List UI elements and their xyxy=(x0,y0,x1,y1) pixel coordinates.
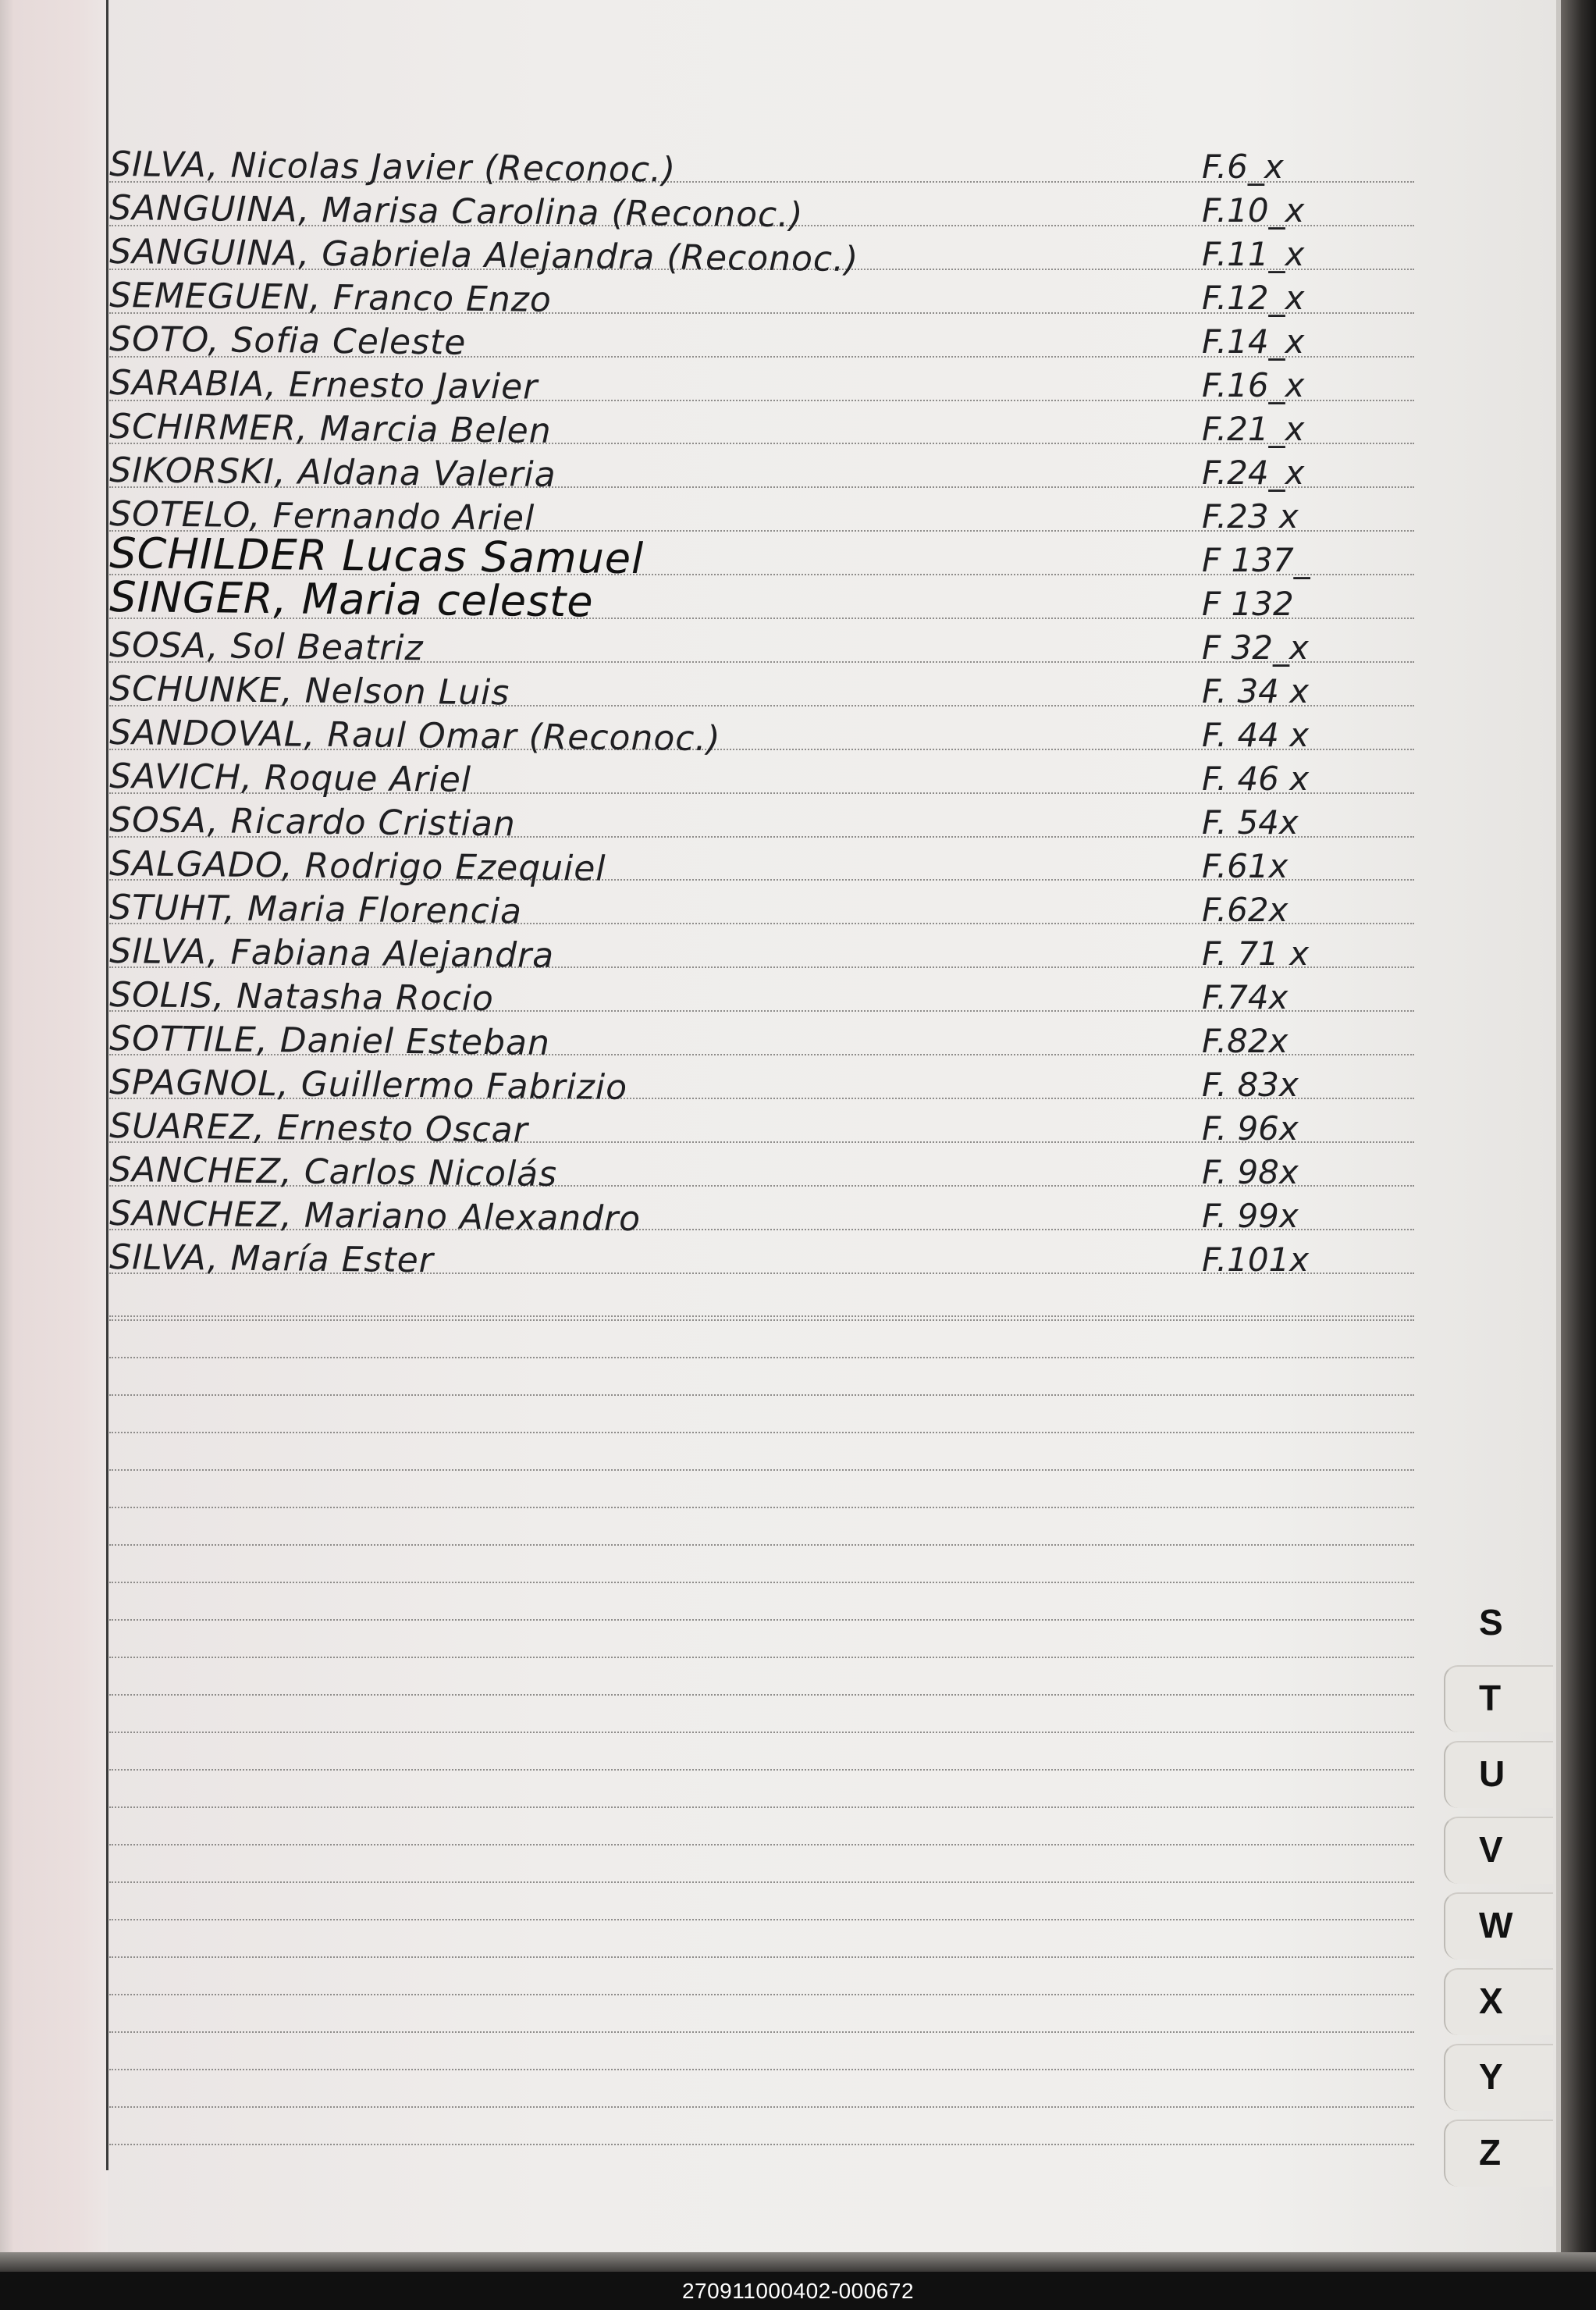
ruled-line xyxy=(109,1994,1414,1995)
entry-row xyxy=(109,1062,1414,1108)
index-tab-t[interactable] xyxy=(1444,1660,1557,1735)
ruled-line xyxy=(109,2106,1414,2108)
index-tab-label: W xyxy=(1479,1905,1513,1945)
entry-name: SANGUINA, Gabriela Alejandra (Reconoc.) xyxy=(109,232,859,280)
entry-row xyxy=(109,572,1414,627)
index-tab-label: U xyxy=(1479,1753,1505,1794)
entry-folio: F 132 xyxy=(1202,585,1294,623)
entry-folio: F. 44 x xyxy=(1202,716,1310,754)
entry-folio: F. 34 x xyxy=(1202,672,1310,710)
ruled-line xyxy=(109,1657,1414,1658)
entry-name: SILVA, Nicolas Javier (Reconoc.) xyxy=(109,144,677,190)
entry-row xyxy=(109,1237,1414,1280)
entry-row xyxy=(109,625,1414,668)
entry-folio: F.21_x xyxy=(1202,410,1305,448)
book-edge xyxy=(1561,0,1596,2272)
index-tab-y[interactable] xyxy=(1444,2039,1557,2114)
entry-name: SANGUINA, Marisa Carolina (Reconoc.) xyxy=(109,188,804,236)
entry-name: SARABIA, Ernesto Javier xyxy=(109,363,539,408)
entry-folio: F.82x xyxy=(1202,1022,1289,1060)
entry-folio: F.101x xyxy=(1202,1240,1310,1279)
index-tab-label: S xyxy=(1479,1602,1503,1643)
entry-name: STUHT, Maria Florencia xyxy=(109,888,523,932)
ruled-line xyxy=(109,1619,1414,1621)
entry-folio: F.74x xyxy=(1202,978,1289,1016)
entry-folio: F. 99x xyxy=(1202,1197,1299,1235)
entry-name: SUAREZ, Ernesto Oscar xyxy=(109,1106,528,1151)
ruled-line xyxy=(109,2144,1414,2145)
ruled-line xyxy=(109,1881,1414,1883)
margin-rule xyxy=(106,0,108,2170)
entry-folio: F. 98x xyxy=(1202,1153,1299,1191)
entry-name: SANCHEZ, Carlos Nicolás xyxy=(109,1150,558,1195)
entry-folio: F.23 x xyxy=(1202,497,1299,536)
entry-name: SOTO, Sofia Celeste xyxy=(109,319,467,363)
entry-name: SCHUNKE, Nelson Luis xyxy=(109,669,510,714)
image-caption: 270911000402-000672 xyxy=(681,2278,915,2303)
ruled-line xyxy=(109,1919,1414,1920)
ruled-line xyxy=(109,1582,1414,1583)
entry-name: SOSA, Ricardo Cristian xyxy=(109,800,517,845)
entry-row xyxy=(109,319,1414,362)
entry-folio: F.14_x xyxy=(1202,322,1305,361)
entry-name: SOSA, Sol Beatriz xyxy=(109,625,424,669)
entry-row xyxy=(109,756,1414,799)
index-tab-v[interactable] xyxy=(1444,1812,1557,1887)
entry-row xyxy=(109,450,1414,493)
entry-name: SOTTILE, Daniel Esteban xyxy=(109,1019,551,1063)
ruled-line xyxy=(109,1469,1414,1471)
page-gutter xyxy=(0,0,108,2252)
entry-row xyxy=(109,843,1414,887)
entry-folio: F. 96x xyxy=(1202,1109,1299,1148)
entry-folio: F. 71 x xyxy=(1202,934,1310,973)
entry-name: SANDOVAL, Raul Omar (Reconoc.) xyxy=(109,713,721,760)
index-tab-label: Z xyxy=(1479,2132,1502,2173)
ruled-line xyxy=(109,1956,1414,1958)
entry-row xyxy=(109,668,1414,712)
entry-folio: F. 46 x xyxy=(1202,760,1310,798)
index-tab-w[interactable] xyxy=(1444,1888,1557,1963)
entry-folio: F. 54x xyxy=(1202,803,1299,842)
entry-name: SALGADO, Rodrigo Ezequiel xyxy=(109,844,606,889)
entry-name: SCHILDER Lucas Samuel xyxy=(109,529,645,584)
entry-name: SCHIRMER, Marcia Belen xyxy=(109,407,552,451)
entry-folio: F.24_x xyxy=(1202,454,1305,492)
ruled-line xyxy=(109,1507,1414,1508)
entry-name: SOTELO, Fernando Ariel xyxy=(109,494,535,539)
ruled-line xyxy=(109,1357,1414,1358)
ruled-line xyxy=(109,1844,1414,1846)
entry-folio: F 137_ xyxy=(1202,541,1310,579)
index-tab-z[interactable] xyxy=(1444,2115,1557,2190)
entry-folio: F.12_x xyxy=(1202,279,1305,317)
entry-row xyxy=(109,887,1414,931)
index-tab-x[interactable] xyxy=(1444,1963,1557,2038)
entry-row xyxy=(109,144,1414,190)
entry-row xyxy=(109,362,1414,406)
entry-folio: F.6_x xyxy=(1202,148,1284,186)
index-tab-label: Y xyxy=(1479,2056,1503,2097)
entry-row xyxy=(109,231,1414,280)
entry-row xyxy=(109,1105,1414,1149)
index-tab-s[interactable] xyxy=(1444,1585,1557,1660)
ruled-line xyxy=(109,1432,1414,1433)
ruled-line xyxy=(109,1315,1414,1317)
entry-folio: F.11_x xyxy=(1202,235,1305,273)
entry-name: SILVA, Fabiana Alejandra xyxy=(109,931,555,976)
ruled-line xyxy=(109,1806,1414,1808)
entry-folio: F.10_x xyxy=(1202,191,1305,230)
entry-name: SPAGNOL, Guillermo Fabrizio xyxy=(109,1062,628,1108)
ruled-line xyxy=(109,1319,1414,1321)
entry-name: SEMEGUEN, Franco Enzo xyxy=(109,276,553,320)
page-bottom-edge xyxy=(0,2252,1596,2272)
entry-folio: F.61x xyxy=(1202,847,1289,885)
entry-name: SINGER, Maria celeste xyxy=(109,572,594,627)
entry-row xyxy=(109,275,1414,319)
index-tab-label: X xyxy=(1479,1981,1503,2021)
entry-name: SILVA, María Ester xyxy=(109,1237,435,1281)
ruled-line xyxy=(109,1394,1414,1396)
entry-row xyxy=(109,799,1414,843)
index-tab-label: T xyxy=(1479,1678,1502,1718)
ruled-line xyxy=(109,1694,1414,1696)
entry-name: SANCHEZ, Mariano Alexandro xyxy=(109,1194,642,1240)
entry-folio: F.16_x xyxy=(1202,366,1305,404)
caption-bar xyxy=(0,2272,1596,2310)
ruled-line xyxy=(109,2069,1414,2070)
entry-row xyxy=(109,187,1414,236)
entry-name: SOLIS, Natasha Rocio xyxy=(109,975,495,1020)
alphabet-index-tabs xyxy=(1444,1585,1561,2252)
entry-name: SAVICH, Roque Ariel xyxy=(109,756,472,800)
entry-row xyxy=(109,931,1414,974)
ruled-line xyxy=(109,2031,1414,2033)
entry-name: SIKORSKI, Aldana Valeria xyxy=(109,450,556,495)
entry-folio: F. 83x xyxy=(1202,1066,1299,1104)
ruled-line xyxy=(109,1769,1414,1771)
ruled-line xyxy=(109,1544,1414,1546)
entry-folio: F 32_x xyxy=(1202,628,1309,667)
entry-row xyxy=(109,974,1414,1018)
index-tab-label: V xyxy=(1479,1829,1503,1870)
ruled-line xyxy=(109,1732,1414,1733)
entry-row xyxy=(109,1018,1414,1062)
entry-row xyxy=(109,712,1414,760)
entry-folio: F.62x xyxy=(1202,891,1289,929)
entry-row xyxy=(109,406,1414,450)
entry-row xyxy=(109,1193,1414,1240)
index-tab-u[interactable] xyxy=(1444,1736,1557,1811)
entry-row xyxy=(109,1149,1414,1193)
